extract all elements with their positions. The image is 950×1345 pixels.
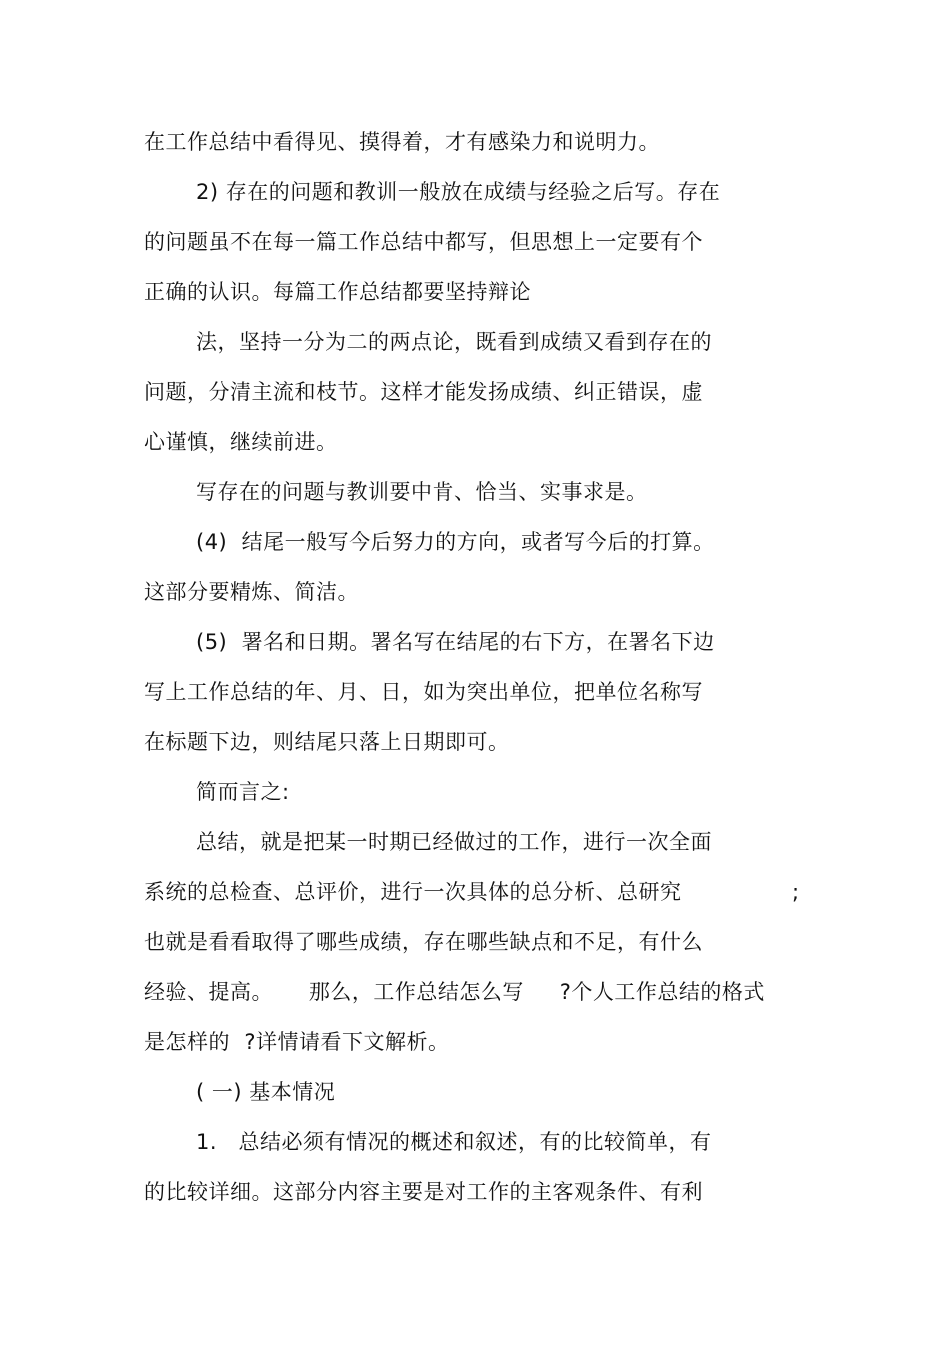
text-line: 也就是看看取得了哪些成绩，存在哪些缺点和不足，有什么: [144, 930, 703, 954]
text-line: 在工作总结中看得见、摸得着，才有感染力和说明力。: [144, 130, 660, 154]
text-line: 心谨慎，继续前进。: [144, 430, 338, 454]
text-line: 简而言之:: [196, 780, 290, 804]
text-line: 的问题虽不在每一篇工作总结中都写，但思想上一定要有个: [144, 230, 703, 254]
text-line: 写存在的问题与教训要中肯、恰当、实事求是。: [196, 480, 648, 504]
text-line: 在标题下边，则结尾只落上日期即可。: [144, 730, 510, 754]
text-line: (5) 署名和日期。署名写在结尾的右下方，在署名下边: [196, 630, 715, 654]
text-line: 是怎样的 ?详情请看下文解析。: [144, 1030, 450, 1054]
text-line: 2) 存在的问题和教训一般放在成绩与经验之后写。存在: [196, 180, 721, 204]
text-line: 正确的认识。每篇工作总结都要坚持辩论: [144, 280, 531, 304]
text-line: 的比较详细。这部分内容主要是对工作的主客观条件、有利: [144, 1180, 703, 1204]
text-line: 这部分要精炼、简洁。: [144, 580, 359, 604]
text-line: 法，坚持一分为二的两点论，既看到成绩又看到存在的: [196, 330, 712, 354]
trailing-semicolon: ;: [792, 880, 800, 904]
text-line: 经验、提高。 那么，工作总结怎么写 ?个人工作总结的格式: [144, 980, 765, 1004]
text-line: 写上工作总结的年、月、日，如为突出单位，把单位名称写: [144, 680, 703, 704]
text-line: 问题，分清主流和枝节。这样才能发扬成绩、纠正错误，虚: [144, 380, 703, 404]
text-line: 总结，就是把某一时期已经做过的工作，进行一次全面: [196, 830, 712, 854]
text-line: (4) 结尾一般写今后努力的方向，或者写今后的打算。: [196, 530, 715, 554]
text-line: 系统的总检查、总评价，进行一次具体的总分析、总研究: [144, 880, 682, 904]
text-line: 1. 总结必须有情况的概述和叙述，有的比较简单，有: [196, 1130, 712, 1154]
section-heading: ( 一) 基本情况: [196, 1080, 336, 1104]
